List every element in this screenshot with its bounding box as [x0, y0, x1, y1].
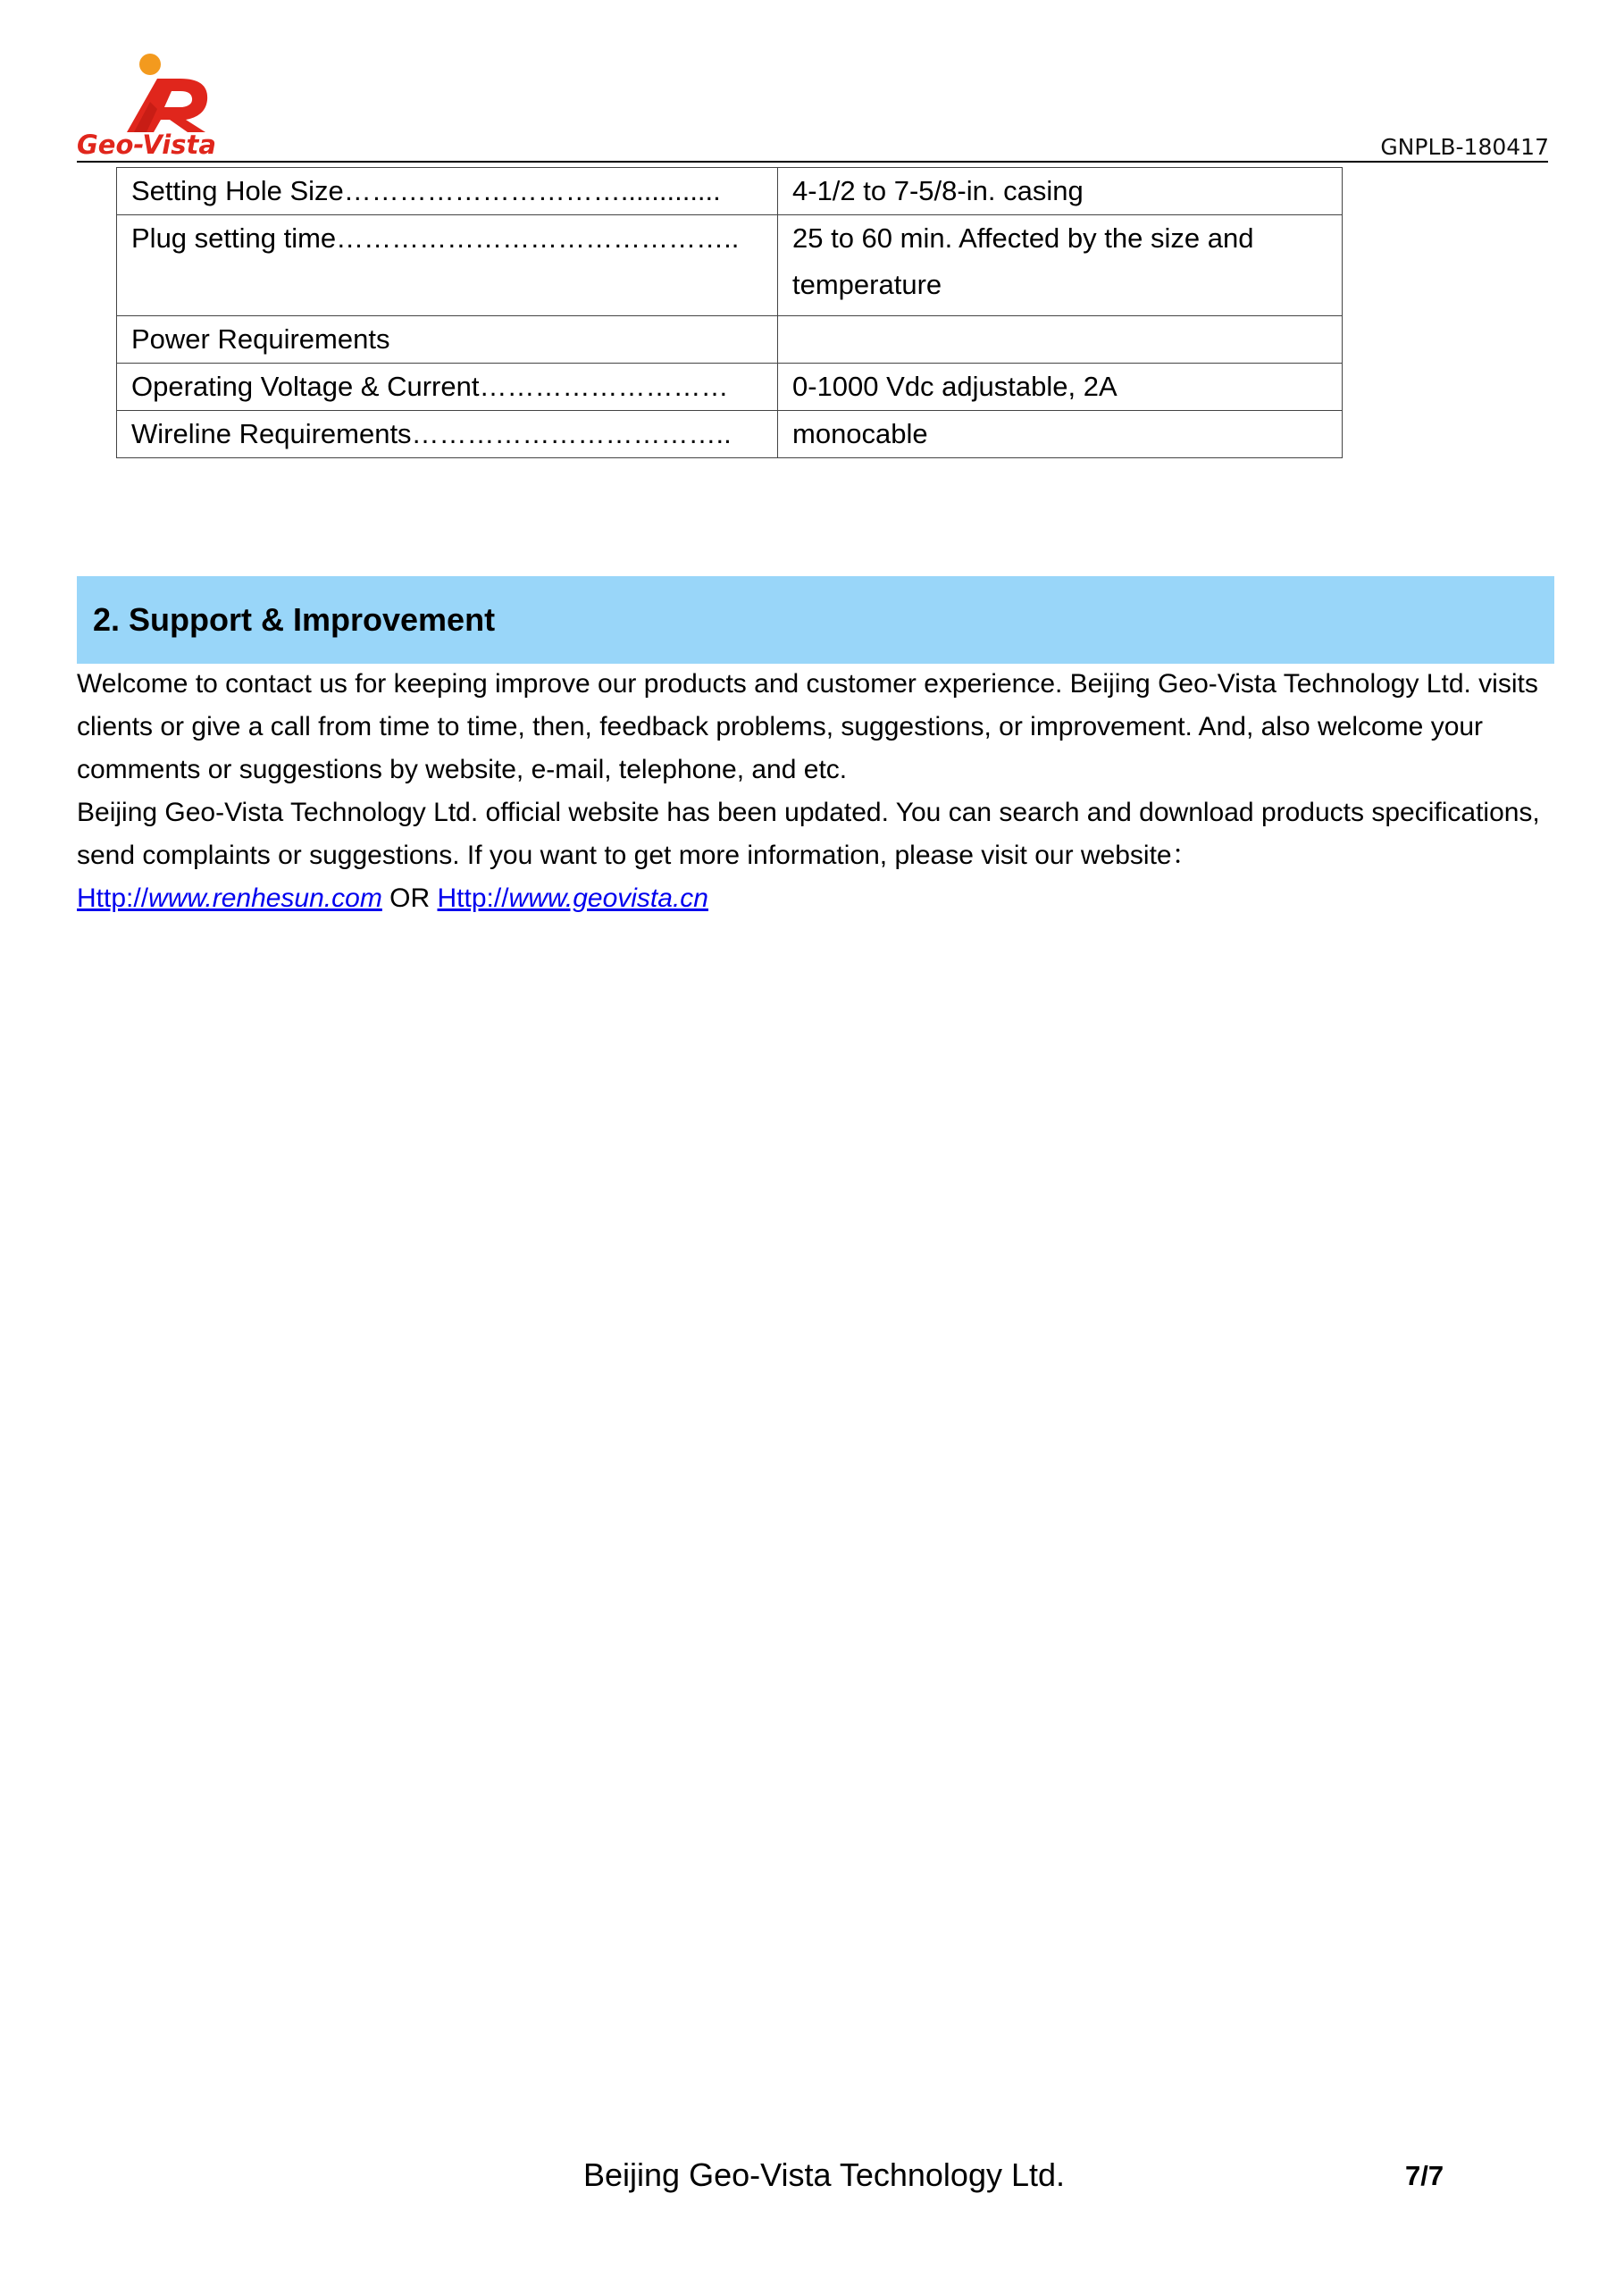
link-domain: www.geovista.cn — [508, 883, 708, 913]
paragraph-contact: Welcome to contact us for keeping improve our products and customer experience. Beijing Geo-Vista Technology Ltd. visits clients or give a call from time to time, then, feedback problems, suggestions, or improvement. And, also welcome your comments or suggestions by website, e-mail, telephone, and etc. — [77, 669, 1538, 784]
link-prefix: Http:// — [437, 883, 509, 913]
table-row — [117, 168, 1343, 215]
link-domain: www.renhesun.com — [148, 883, 382, 913]
company-logo — [75, 43, 254, 159]
spec-label: Power Requirements — [117, 316, 778, 364]
link-prefix: Http:// — [77, 883, 149, 913]
spec-value: 25 to 60 min. Affected by the size and temperature — [778, 215, 1343, 316]
document-code: GNPLB-180417 — [1380, 134, 1549, 160]
spec-value: monocable — [778, 411, 1343, 458]
or-separator: OR — [381, 883, 438, 913]
spec-value: 4-1/2 to 7-5/8-in. casing — [778, 168, 1343, 215]
table-row — [117, 364, 1343, 411]
header-divider — [77, 161, 1548, 163]
paragraph-website: Beijing Geo-Vista Technology Ltd. official website has been updated. You can search and download products specifications, send complaints or suggestions. If you want to get more information, please visit our website： — [77, 798, 1540, 870]
logo-text: Geo-Vista — [77, 130, 216, 159]
spec-label: Wireline Requirements…………………………….. — [117, 411, 778, 458]
geovista-link[interactable] — [438, 883, 708, 913]
section-header-band — [77, 576, 1554, 664]
specifications-table — [116, 167, 1343, 458]
footer-company: Beijing Geo-Vista Technology Ltd. — [583, 2156, 1066, 2193]
spec-value: 0-1000 Vdc adjustable, 2A — [778, 364, 1343, 411]
table-row — [117, 411, 1343, 458]
section-body — [77, 663, 1569, 920]
spec-value — [778, 316, 1343, 364]
renhesun-link[interactable] — [77, 883, 382, 913]
spec-label: Plug setting time…………………………………….. — [117, 215, 778, 316]
website-links — [77, 877, 1569, 920]
table-row — [117, 316, 1343, 364]
spec-label: Operating Voltage & Current……………………… — [117, 364, 778, 411]
page-number: 7/7 — [1405, 2160, 1444, 2191]
table-row — [117, 215, 1343, 316]
section-title: 2. Support & Improvement — [93, 601, 496, 638]
spec-label: Setting Hole Size…………………………............. — [117, 168, 778, 215]
geo-vista-logo-icon — [75, 43, 254, 159]
